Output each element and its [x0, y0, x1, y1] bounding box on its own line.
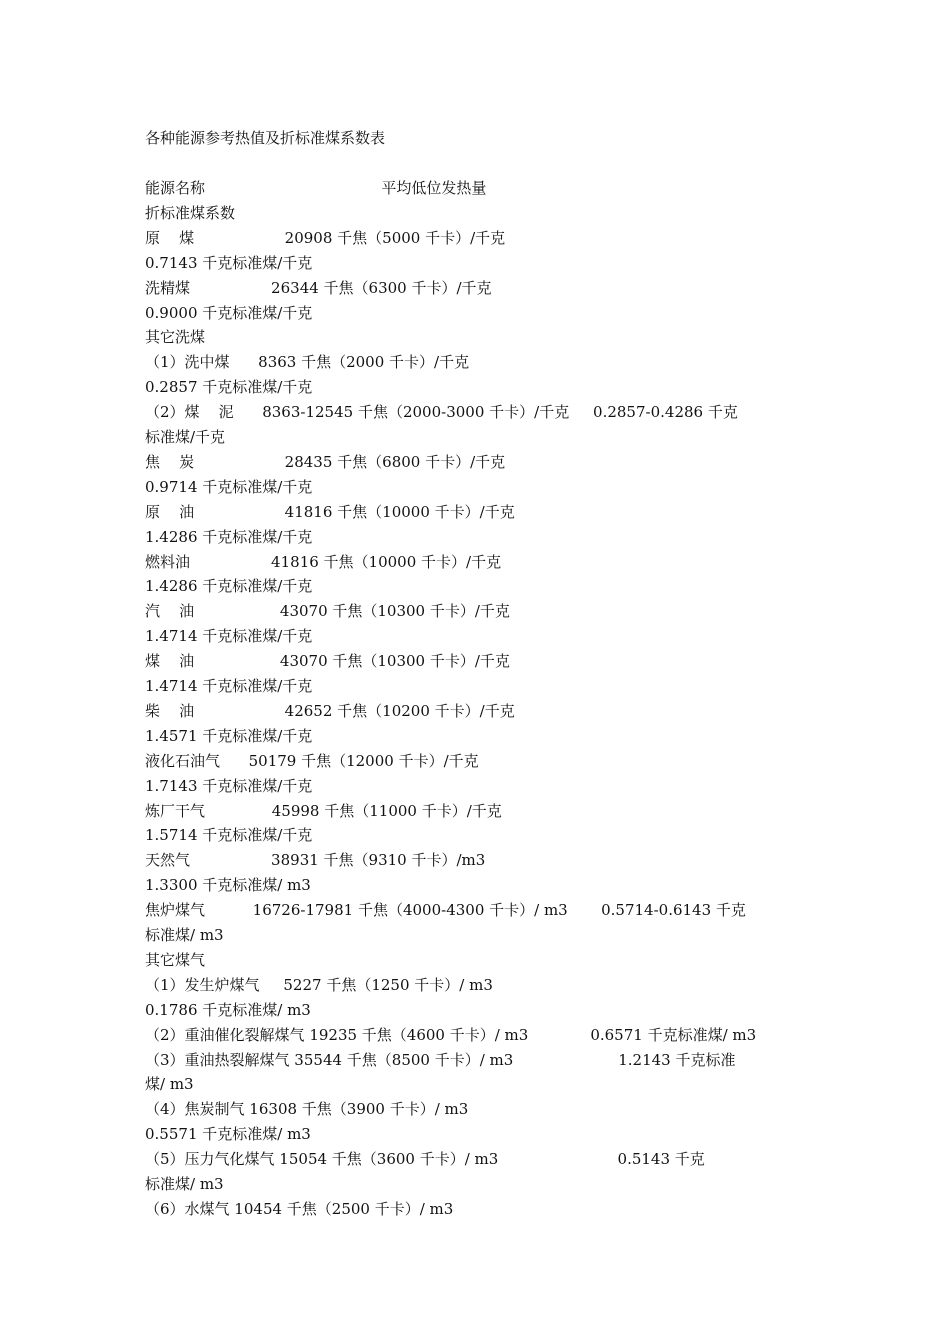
text-line: （1）发生炉煤气 5227 千焦（1250 千卡）/ m3 [145, 975, 493, 994]
text-line: （2）煤 泥 8363-12545 千焦（2000-3000 千卡）/千克 0.2857-0.4286 千克 [145, 403, 738, 422]
text-line: 折标准煤系数 [145, 203, 236, 222]
text-line: 标准煤/ m3 [145, 926, 224, 944]
text-line: 柴 油 42652 千焦（10200 千卡）/千克 [145, 701, 515, 720]
text-line: 洗精煤 26344 千焦（6300 千卡）/千克 [145, 278, 492, 297]
text-line: 液化石油气 50179 千焦（12000 千卡）/千克 [145, 751, 479, 770]
text-line: 1.3300 千克标准煤/ m3 [145, 876, 311, 895]
text-line: 能源名称 平均低位发热量 [145, 179, 487, 197]
text-line: （6）水煤气 10454 千焦（2500 千卡）/ m3 [145, 1199, 454, 1218]
page-title: 各种能源参考热值及折标准煤系数表 [145, 129, 386, 147]
text-line: 1.4286 千克标准煤/千克 [145, 527, 313, 546]
text-line: 原 油 41816 千焦（10000 千卡）/千克 [145, 502, 515, 521]
text-line: 焦炉煤气 16726-17981 千焦（4000-4300 千卡）/ m3 0.5714-0.6143 千克 [145, 901, 746, 920]
text-line: 1.4571 千克标准煤/千克 [145, 726, 313, 745]
text-line: 原 煤 20908 千焦（5000 千卡）/千克 [145, 228, 506, 247]
text-line: 1.4286 千克标准煤/千克 [145, 577, 313, 596]
text-line: 汽 油 43070 千焦（10300 千卡）/千克 [145, 602, 510, 621]
text-line: 燃料油 41816 千焦（10000 千卡）/千克 [145, 552, 502, 571]
text-line: （1）洗中煤 8363 千焦（2000 千卡）/千克 [145, 353, 470, 372]
text-line: 天然气 38931 千焦（9310 千卡）/m3 [145, 851, 486, 870]
text-line: （2）重油催化裂解煤气 19235 千焦（4600 千卡）/ m3 0.6571 千克标准煤/ m3 [145, 1025, 757, 1044]
text-line: 1.5714 千克标准煤/千克 [145, 826, 313, 845]
text-line: 1.7143 千克标准煤/千克 [145, 776, 313, 795]
text-line: 煤 油 43070 千焦（10300 千卡）/千克 [145, 652, 510, 671]
text-line: 0.9714 千克标准煤/千克 [145, 477, 313, 496]
text-line: 煤/ m3 [145, 1075, 194, 1094]
text-line: 其它洗煤 [145, 328, 206, 347]
text-line: 0.7143 千克标准煤/千克 [145, 253, 313, 272]
text-line: 炼厂干气 45998 千焦（11000 千卡）/千克 [145, 801, 502, 820]
text-line: （3）重油热裂解煤气 35544 千焦（8500 千卡）/ m3 1.2143 千克标准 [145, 1050, 736, 1069]
text-line: （4）焦炭制气 16308 千焦（3900 千卡）/ m3 [145, 1100, 469, 1119]
text-line: 0.9000 千克标准煤/千克 [145, 303, 313, 322]
text-line: 1.4714 千克标准煤/千克 [145, 627, 313, 646]
text-line: 其它煤气 [145, 950, 206, 969]
text-line: 标准煤/ m3 [145, 1175, 224, 1193]
text-line: 0.1786 千克标准煤/ m3 [145, 1000, 311, 1019]
text-line: （5）压力气化煤气 15054 千焦（3600 千卡）/ m3 0.5143 千克 [145, 1150, 705, 1169]
text-line: 焦 炭 28435 千焦（6800 千卡）/千克 [145, 452, 506, 471]
text-line: 标准煤/千克 [145, 428, 226, 446]
text-line: 0.2857 千克标准煤/千克 [145, 378, 313, 397]
text-line: 0.5571 千克标准煤/ m3 [145, 1125, 311, 1144]
text-line: 1.4714 千克标准煤/千克 [145, 677, 313, 695]
